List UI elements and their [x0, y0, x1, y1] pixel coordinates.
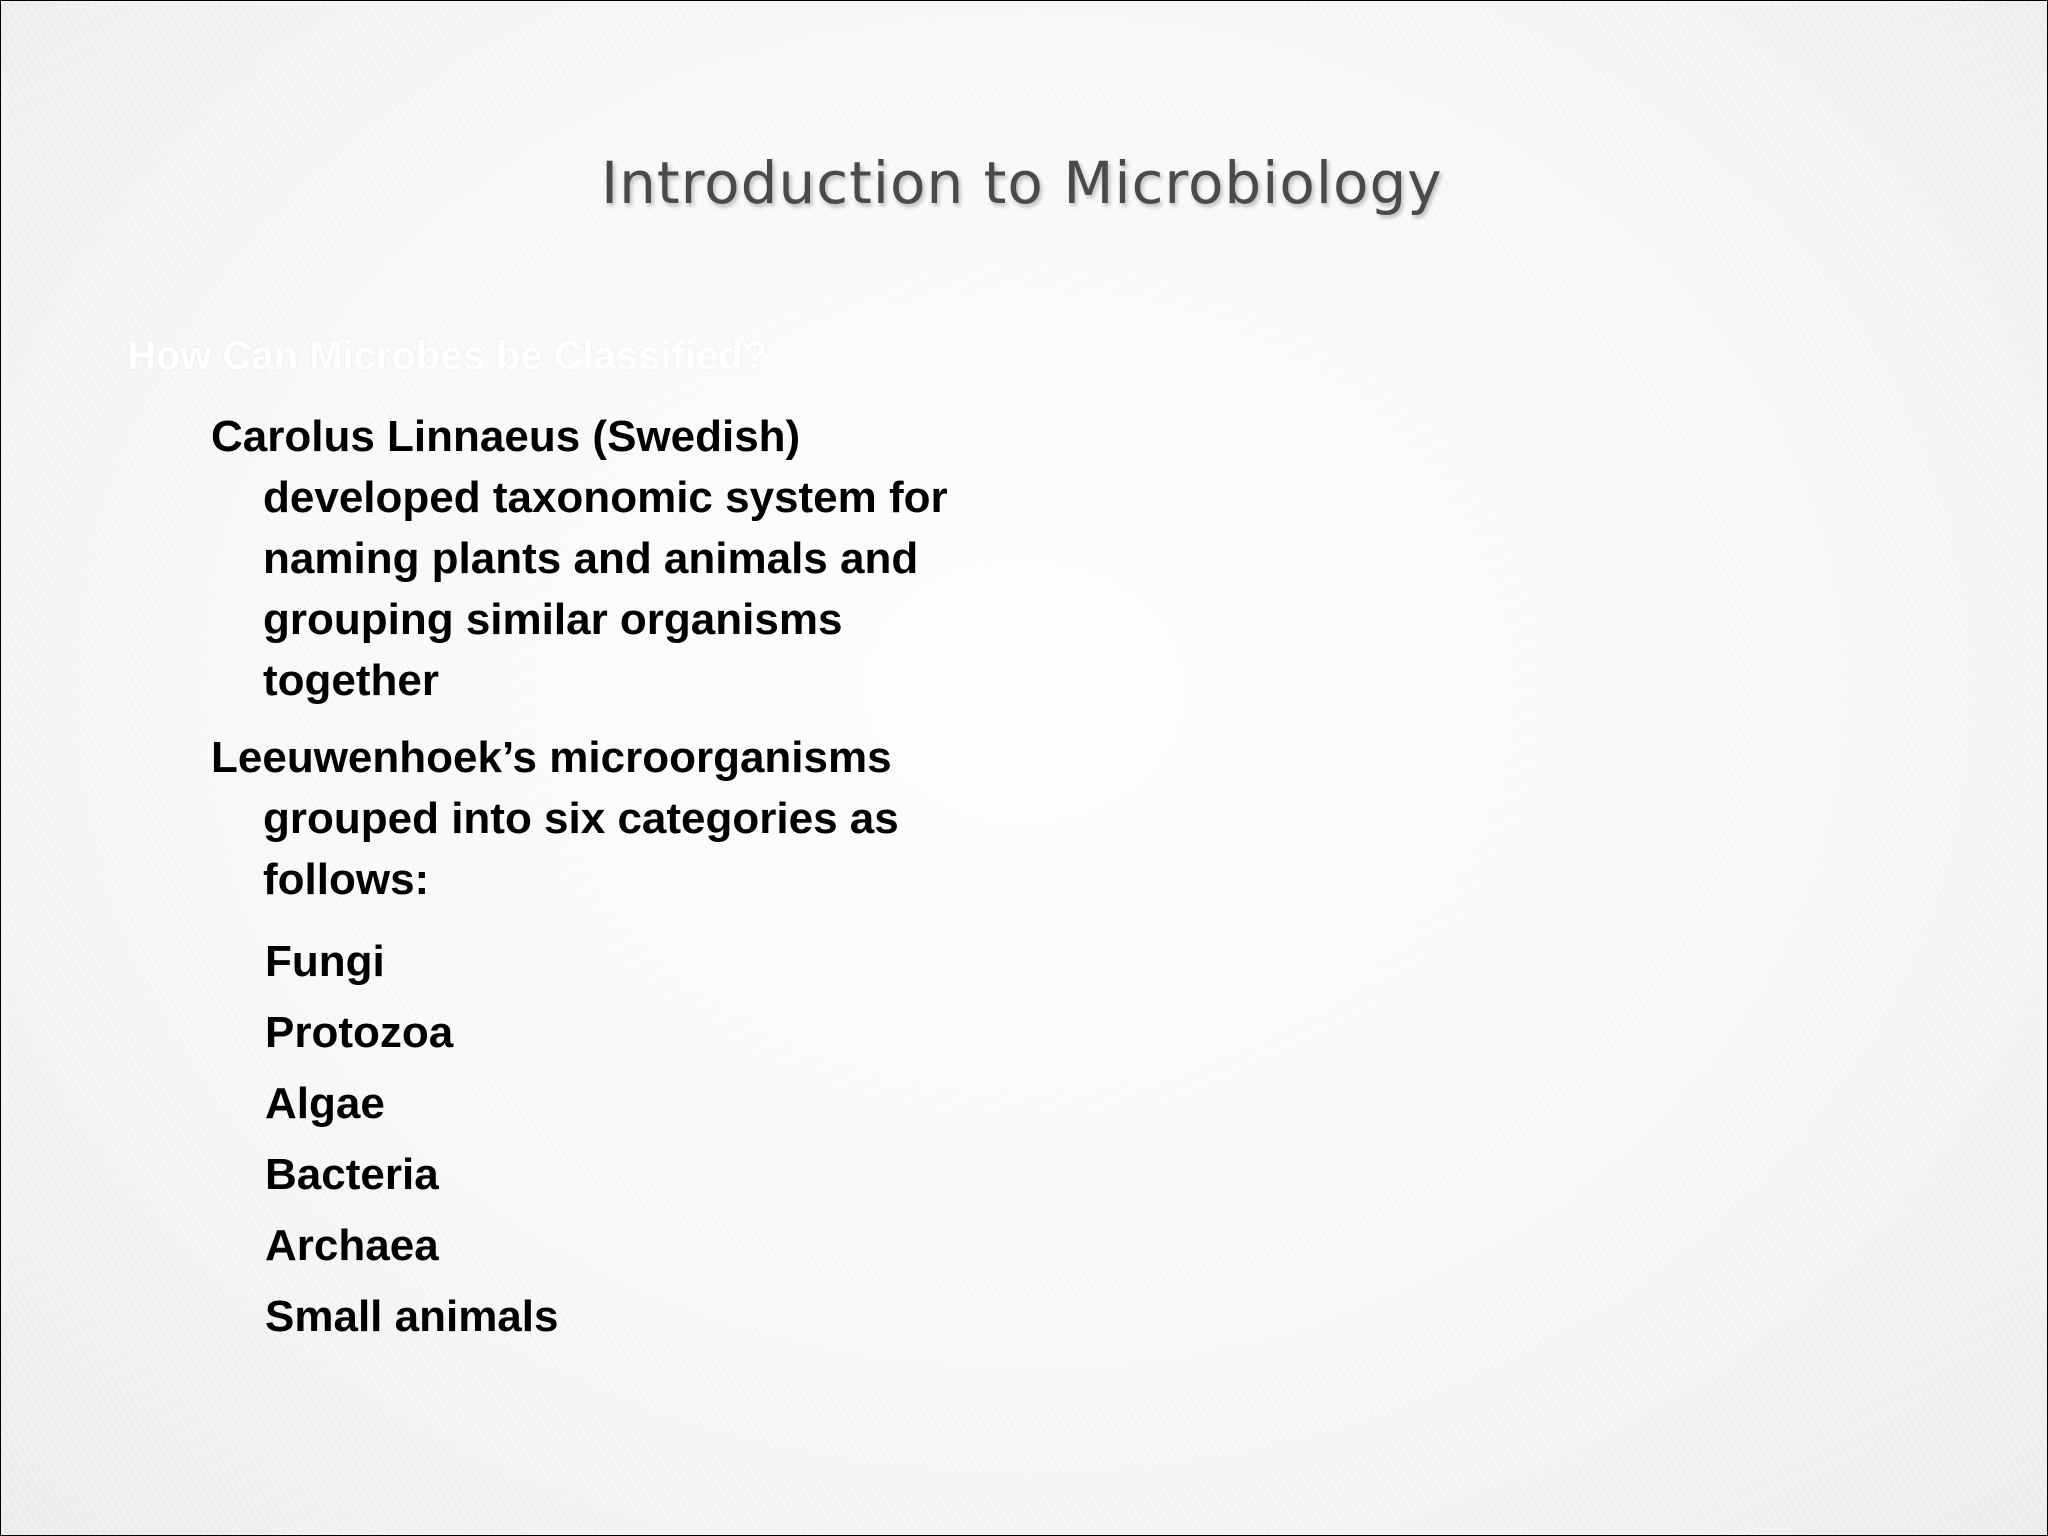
slide-title: Introduction to Microbiology	[601, 149, 1443, 217]
paragraph-leeuwenhoek: Leeuwenhoek’s microorganisms grouped into six categories as follows:	[211, 733, 899, 904]
list-item-bacteria: Bacteria	[265, 1150, 439, 1199]
list-item-protozoa: Protozoa	[265, 1008, 454, 1057]
list-item-algae: Algae	[265, 1079, 385, 1128]
slide-subtitle: How Can Microbes be Classified?	[127, 334, 768, 378]
list-item-archaea: Archaea	[265, 1221, 439, 1270]
slide-body	[211, 406, 1011, 1352]
list-item-small-animals: Small animals	[265, 1292, 559, 1341]
category-list	[211, 926, 1011, 1352]
paragraph-linnaeus: Carolus Linnaeus (Swedish) developed taxonomic system for naming plants and animals and grouping similar organisms together	[211, 412, 948, 705]
list-item-fungi: Fungi	[265, 937, 385, 986]
